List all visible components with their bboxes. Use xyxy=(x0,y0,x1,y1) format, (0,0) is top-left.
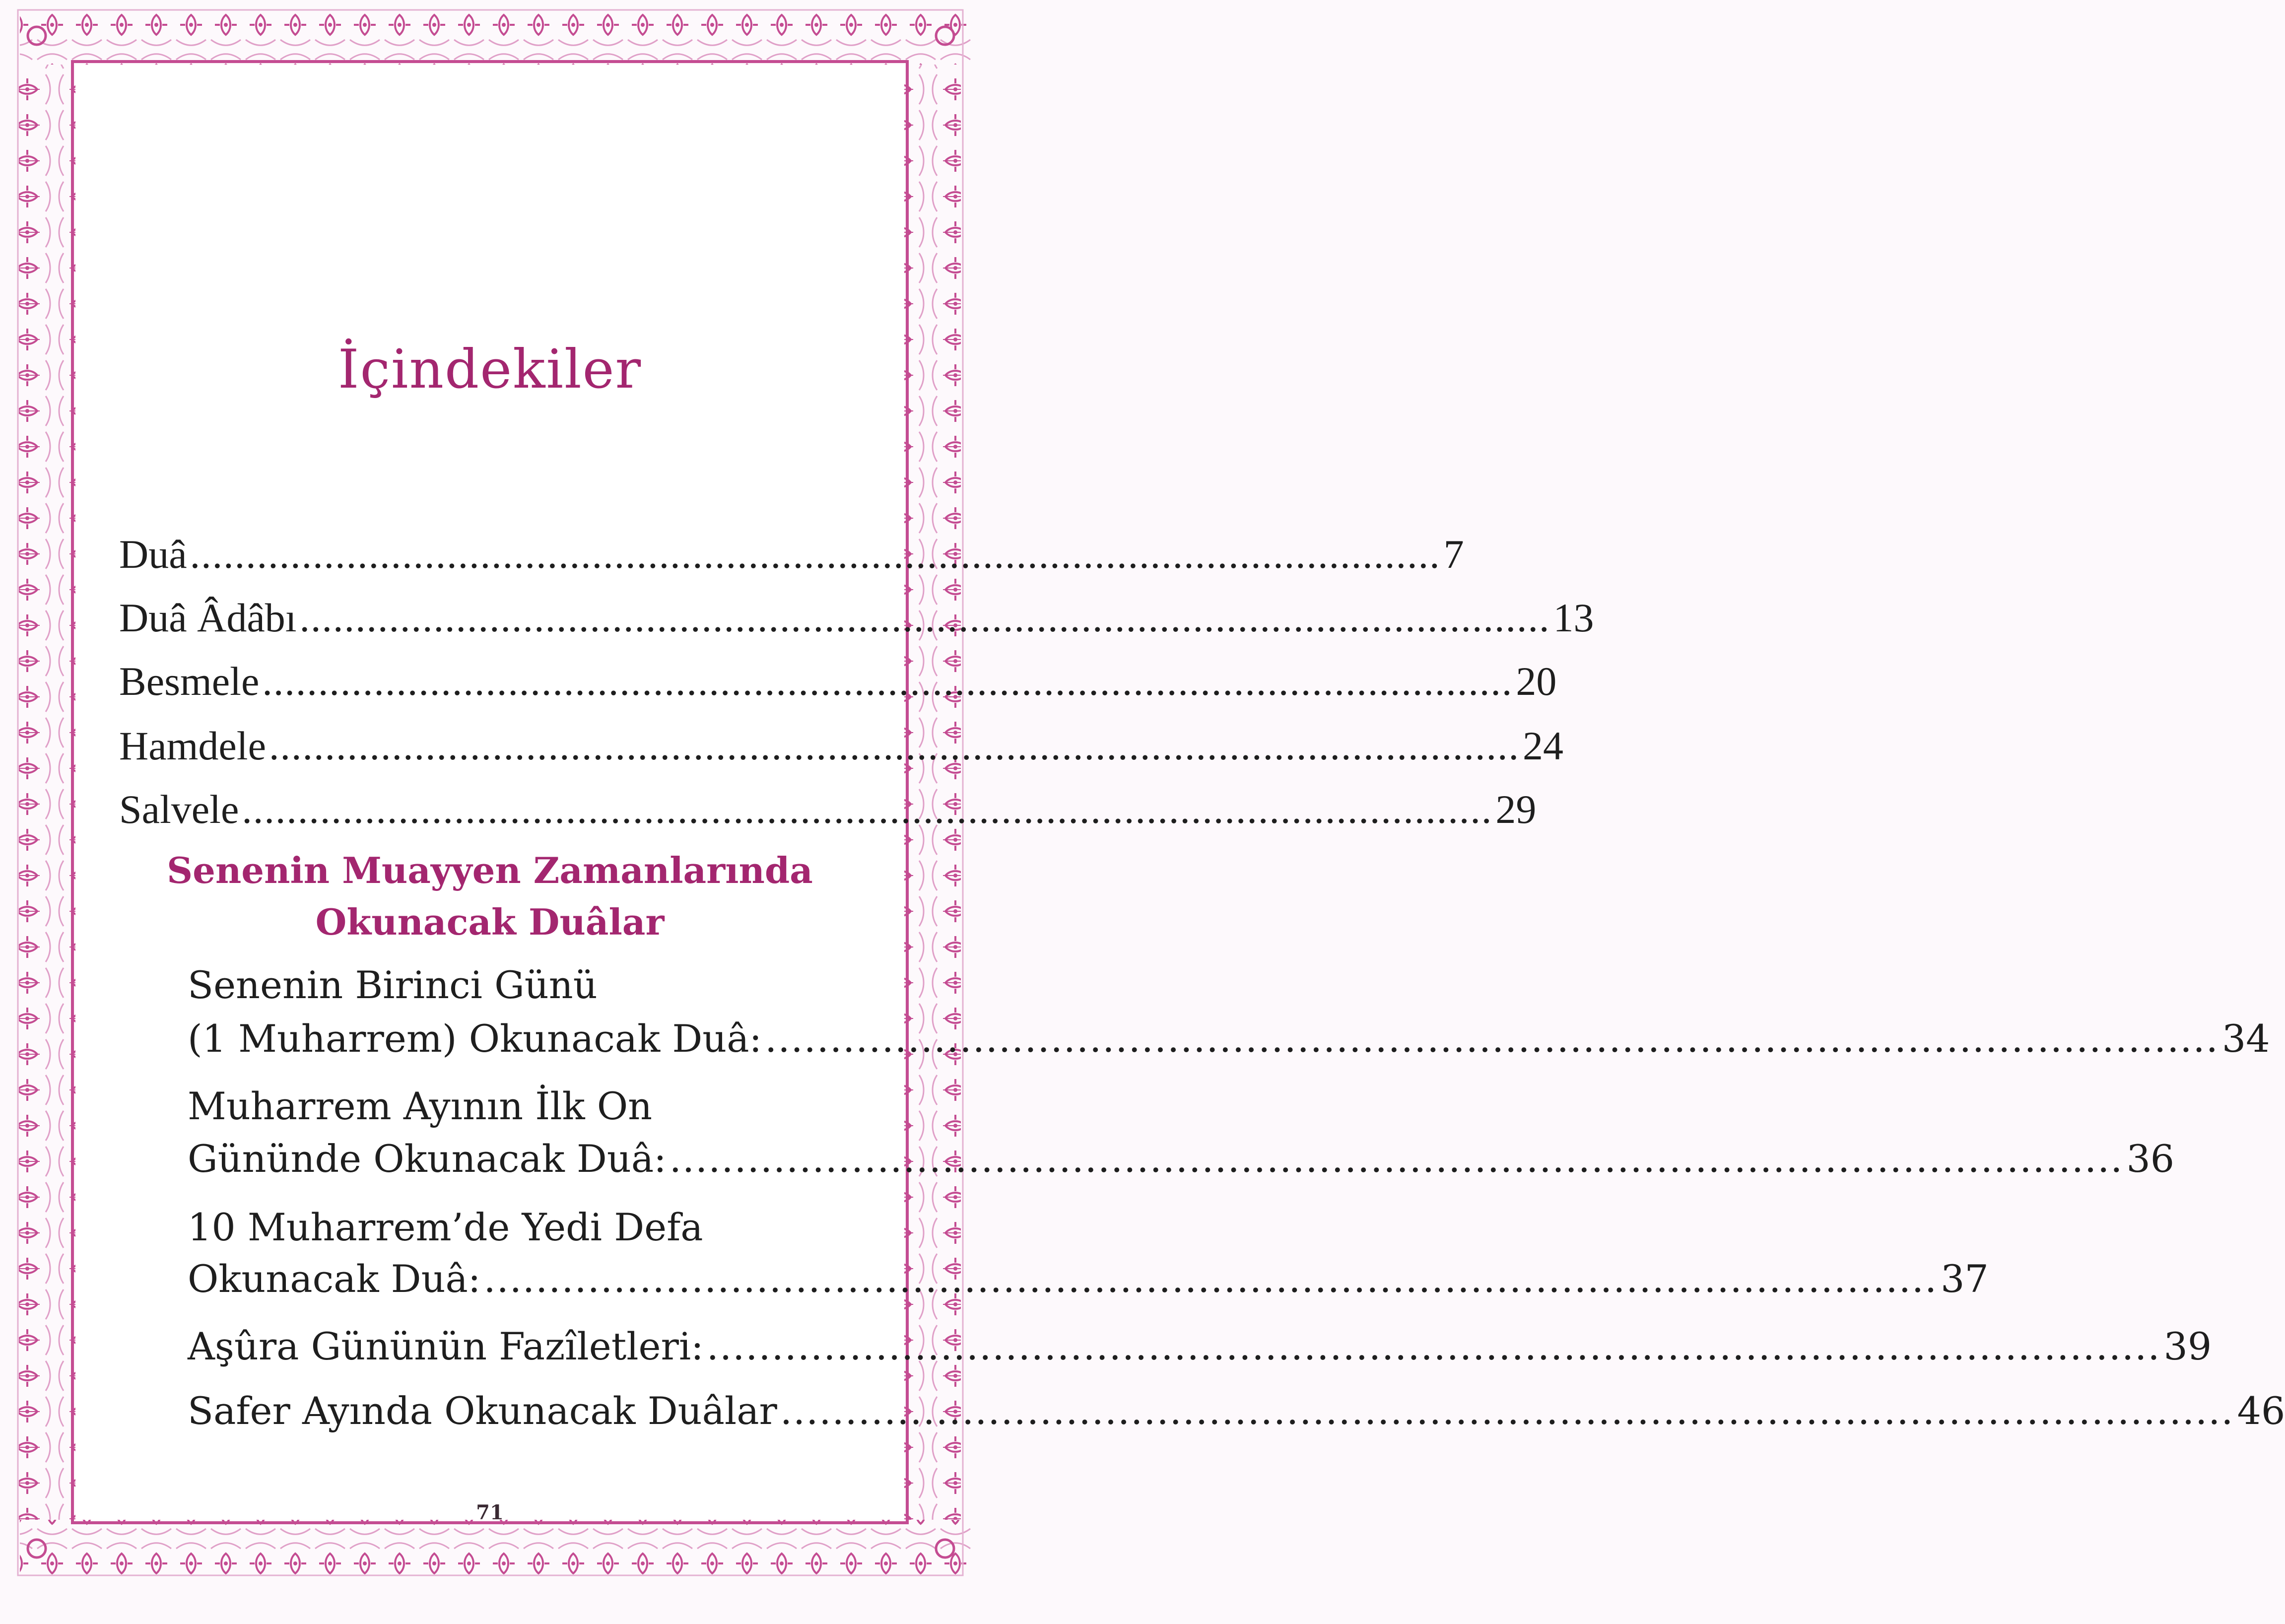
toc-entry-label: Besmele xyxy=(119,659,260,704)
toc-entry-label: (1 Muharrem) Okunacak Duâ: xyxy=(188,1016,762,1061)
toc-entry-title-line: Muharrem Ayının İlk On xyxy=(188,1084,653,1128)
toc-entry xyxy=(188,1257,1989,1301)
toc-entry xyxy=(188,1016,2270,1061)
dot-leader: ................................................................................................................ xyxy=(262,659,1513,704)
toc-entry xyxy=(119,531,1464,578)
toc-entry-title-line: 10 Muharrem’de Yedi Defa xyxy=(188,1205,703,1249)
toc-entry-label: Gününde Okunacak Duâ: xyxy=(188,1137,667,1181)
toc-entry xyxy=(119,658,1557,705)
toc-entry-page: 46 xyxy=(2237,1389,2285,1433)
toc-entry-label: Okunacak Duâ: xyxy=(188,1257,481,1301)
dot-leader: ................................................................................................................ xyxy=(190,532,1441,577)
page-number: 71 xyxy=(476,1501,504,1524)
toc-entry xyxy=(119,786,1537,833)
toc-entry-label: Salvele xyxy=(119,787,239,832)
toc-entry-page: 34 xyxy=(2221,1016,2270,1061)
toc-entry xyxy=(119,595,1594,641)
dot-leader: ................................................................................................................ xyxy=(483,1257,1938,1301)
section-heading xyxy=(75,845,904,948)
dot-leader: ................................................................................................................ xyxy=(242,787,1493,832)
toc-entry-title-line: Senenin Birinci Günü xyxy=(188,963,598,1007)
toc-entry-page: 13 xyxy=(1553,595,1594,640)
dot-leader: ................................................................................................................ xyxy=(669,1137,2124,1181)
toc-entry-page: 29 xyxy=(1495,787,1537,832)
toc-entry-label: Aşûra Gününün Fazîletleri: xyxy=(188,1324,704,1368)
section-heading-line: Senenin Muayyen Zamanlarında xyxy=(167,849,813,891)
section-heading-line: Okunacak Duâlar xyxy=(315,901,665,943)
toc-entry-label: Duâ xyxy=(119,532,187,577)
dot-leader: ................................................................................................................ xyxy=(780,1389,2234,1433)
toc-entry-page: 24 xyxy=(1522,723,1563,768)
page-title: İçindekiler xyxy=(337,338,642,401)
toc-entry xyxy=(188,1389,2285,1433)
toc-entry xyxy=(188,1324,2212,1368)
content-panel xyxy=(75,65,2285,1524)
toc-entry xyxy=(188,1137,2175,1181)
toc-entry-page: 37 xyxy=(1941,1257,1989,1301)
dot-leader: ................................................................................................................ xyxy=(765,1016,2219,1061)
dot-leader: ................................................................................................................ xyxy=(706,1324,2161,1368)
toc-entry-page: 36 xyxy=(2126,1137,2175,1181)
toc-entry-label: Safer Ayında Okunacak Duâlar xyxy=(188,1389,777,1433)
toc-entry-page: 20 xyxy=(1516,659,1557,704)
toc-entry-label: Duâ Âdâbı xyxy=(119,595,297,640)
dot-leader: ................................................................................................................ xyxy=(299,595,1550,640)
toc-entry-label: Hamdele xyxy=(119,723,266,768)
dot-leader: ................................................................................................................ xyxy=(269,723,1520,768)
toc-entry-page: 7 xyxy=(1443,532,1464,577)
toc-entry xyxy=(119,723,1563,769)
toc-entry-page: 39 xyxy=(2163,1324,2212,1368)
